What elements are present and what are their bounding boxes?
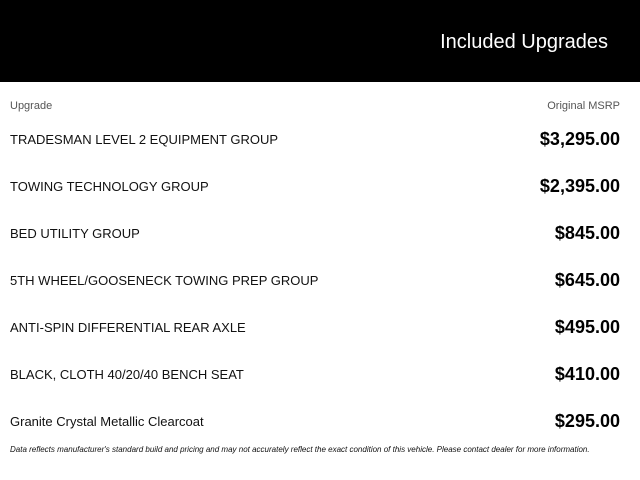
upgrade-price: $645.00 <box>554 270 620 290</box>
upgrade-price: $2,395.00 <box>539 176 620 196</box>
upgrade-price: $845.00 <box>554 223 620 243</box>
upgrade-price: $3,295.00 <box>539 129 620 149</box>
upgrade-price: $295.00 <box>554 411 620 431</box>
header-bar <box>0 0 640 82</box>
disclaimer-text: Data reflects manufacturer's standard build and pricing and may not accurately reflect the exact condition of this vehicle. Please contact dealer for more information. <box>10 445 590 454</box>
table-row <box>0 115 640 162</box>
table-row <box>0 303 640 350</box>
upgrade-price: $410.00 <box>554 364 620 384</box>
table-row <box>0 256 640 303</box>
table-row <box>0 397 640 444</box>
upgrade-name: TOWING TECHNOLOGY GROUP <box>10 179 209 194</box>
column-header-upgrade: Upgrade <box>10 100 53 112</box>
upgrades-list <box>0 115 640 444</box>
upgrade-price: $495.00 <box>554 317 620 337</box>
table-row <box>0 209 640 256</box>
upgrade-name: ANTI-SPIN DIFFERENTIAL REAR AXLE <box>10 320 246 335</box>
upgrade-name: Granite Crystal Metallic Clearcoat <box>10 414 204 429</box>
upgrade-name: BLACK, CLOTH 40/20/40 BENCH SEAT <box>10 367 244 382</box>
upgrade-name: TRADESMAN LEVEL 2 EQUIPMENT GROUP <box>10 132 279 147</box>
page-title: Included Upgrades <box>440 31 608 53</box>
column-header-msrp: Original MSRP <box>547 100 620 112</box>
upgrade-name: BED UTILITY GROUP <box>10 226 140 241</box>
table-row <box>0 162 640 209</box>
upgrade-name: 5TH WHEEL/GOOSENECK TOWING PREP GROUP <box>10 273 319 288</box>
table-row <box>0 350 640 397</box>
